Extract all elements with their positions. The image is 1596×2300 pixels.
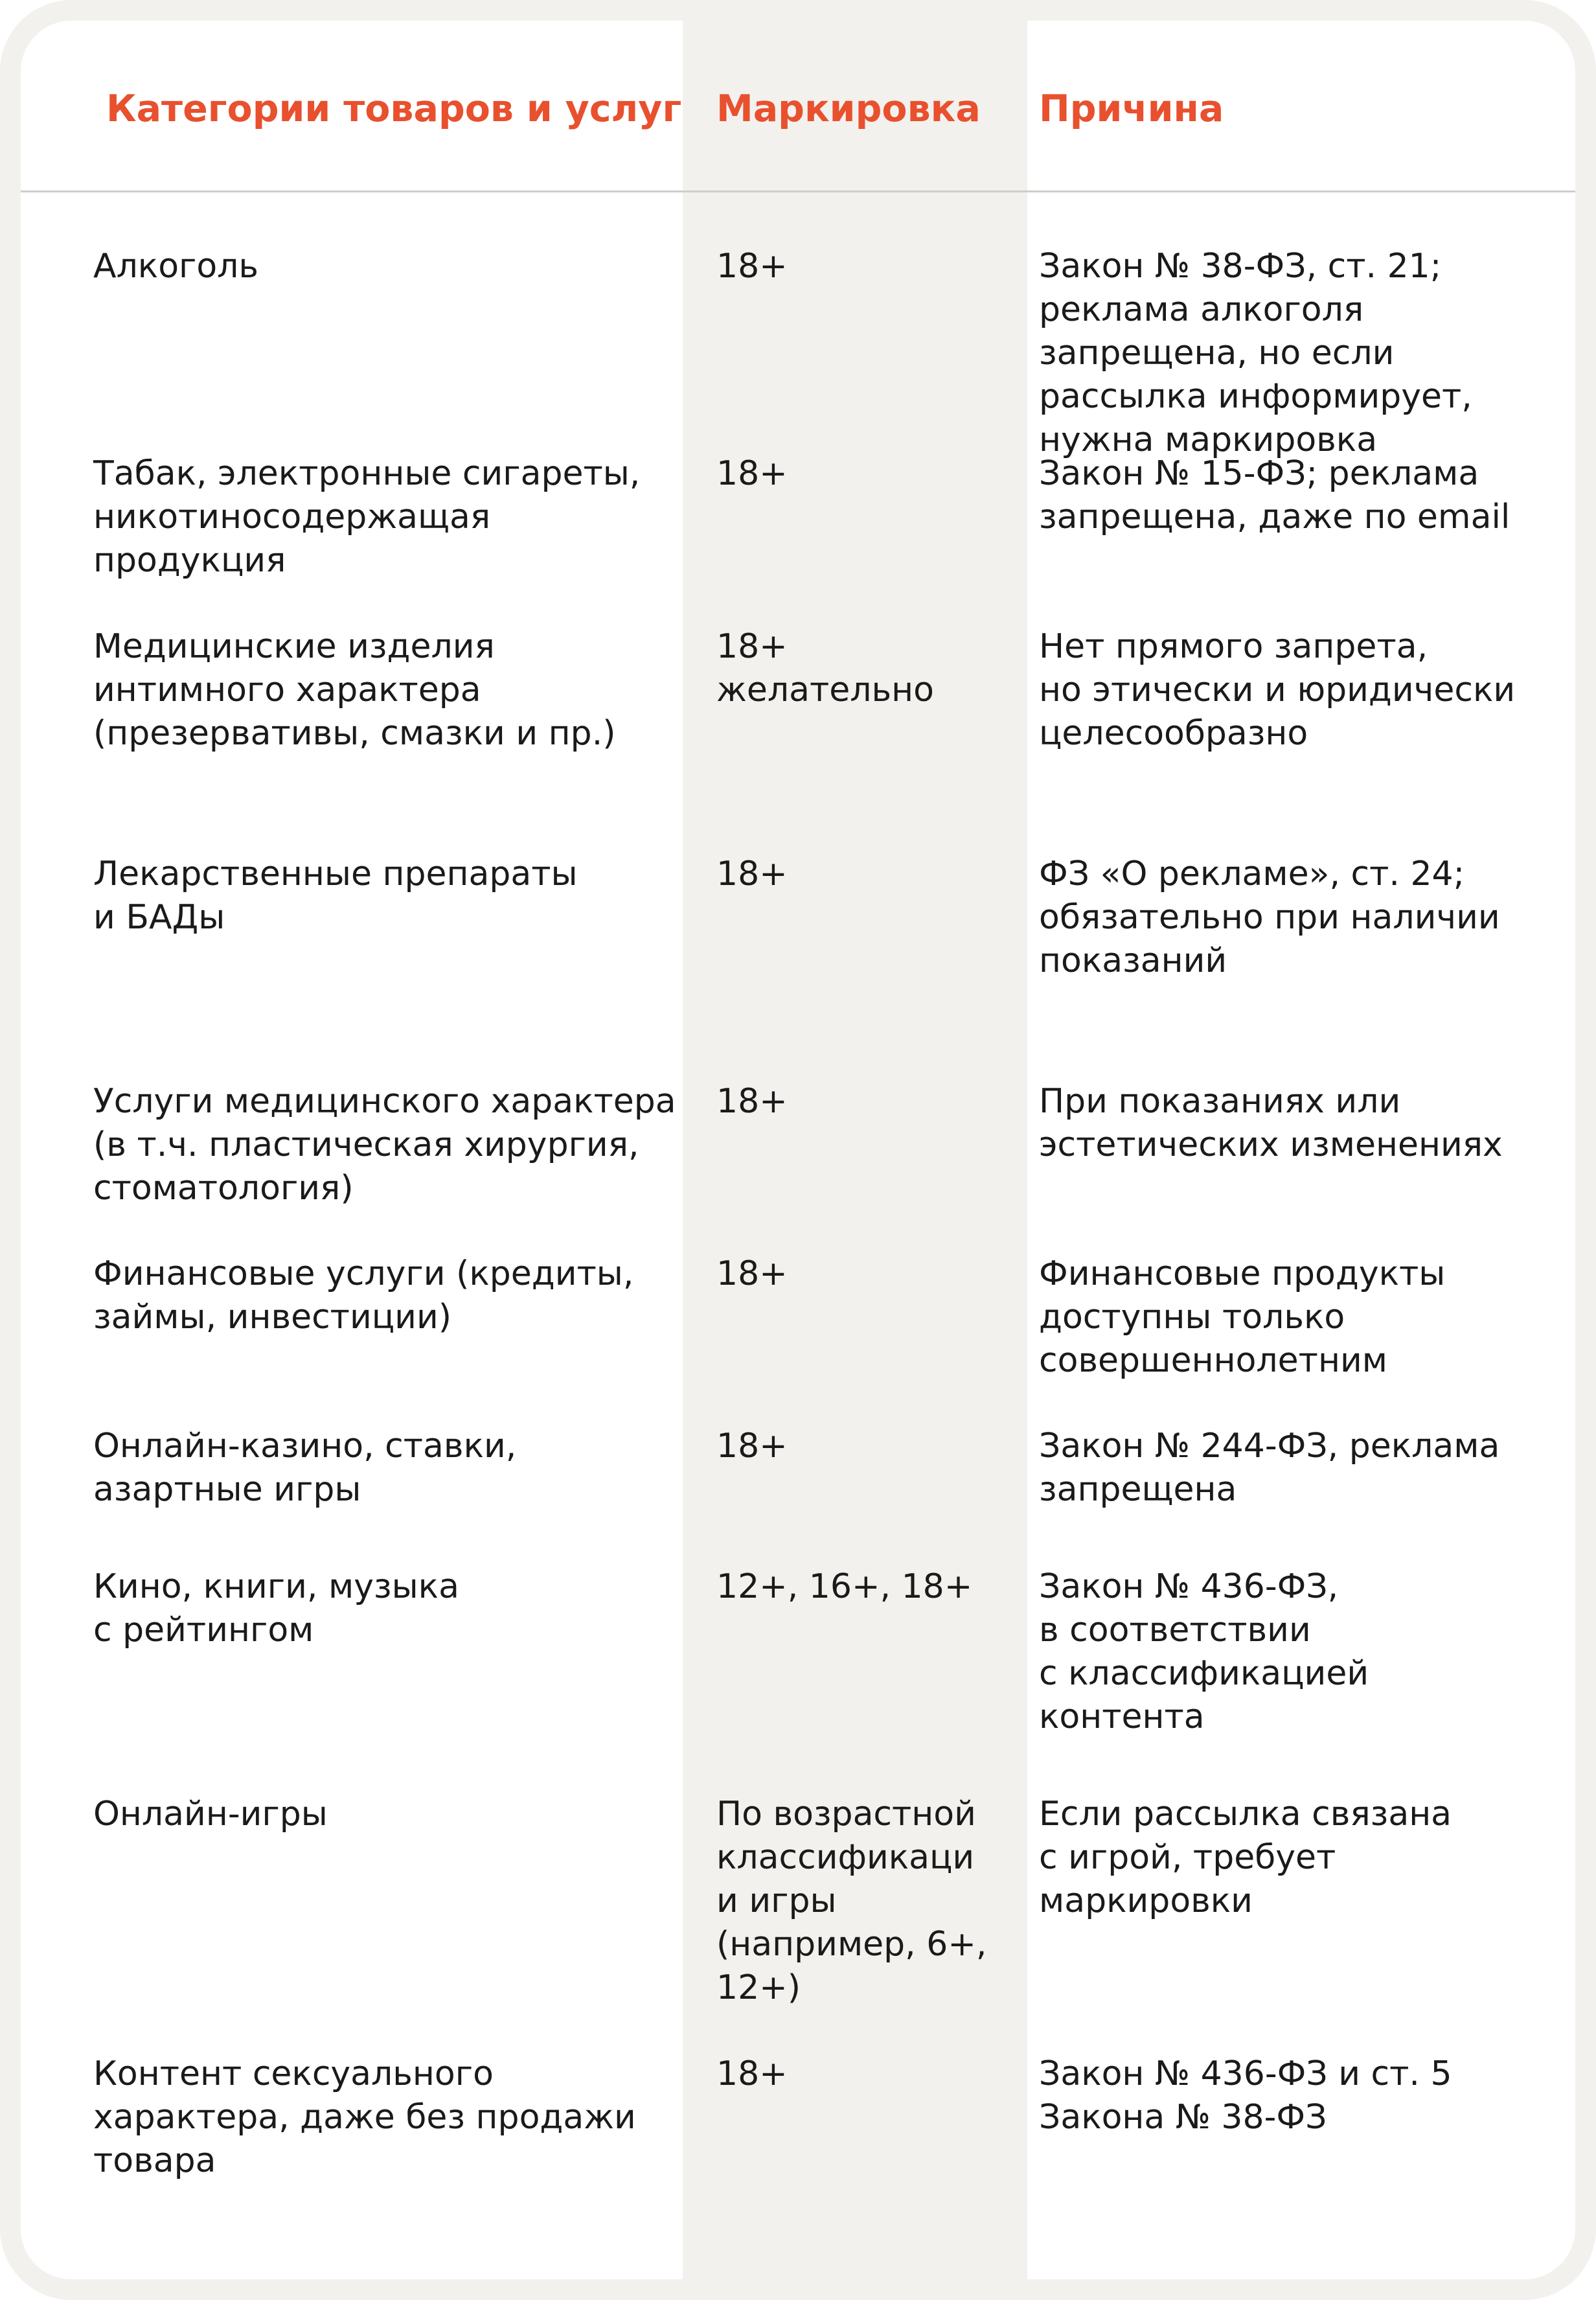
row-reason: Закон № 38-ФЗ, ст. 21; реклама алкоголя запрещена, но если рассылка информирует, нужна маркировка xyxy=(1039,247,1472,459)
table-header xyxy=(21,21,1575,192)
row-category: Медицинские изделия интимного характера (презервативы, смазки и пр.) xyxy=(93,627,616,753)
row-category: Услуги медицинского характера (в т.ч. пластическая хирургия, стоматология) xyxy=(93,1082,676,1208)
age-marking-table xyxy=(21,21,1575,2214)
row-category: Финансовые услуги (кредиты, займы, инвестиции) xyxy=(93,1254,634,1337)
table-row xyxy=(21,853,1575,1080)
row-marking: 18+ xyxy=(716,2054,788,2093)
row-marking: 18+ xyxy=(716,247,788,286)
header-category: Категории товаров и услуг xyxy=(106,87,682,130)
row-reason: При показаниях или эстетических изменениях xyxy=(1039,1082,1503,1164)
row-reason: Закон № 436-ФЗ, в соответствии с классификацией контента xyxy=(1039,1567,1369,1736)
table-row xyxy=(21,452,1575,625)
row-marking: 18+ xyxy=(716,1254,788,1293)
table-row xyxy=(21,192,1575,459)
row-marking: 18+ xyxy=(716,1082,788,1121)
row-marking: 12+, 16+, 18+ xyxy=(716,1567,973,1606)
header-marking: Маркировка xyxy=(716,87,981,130)
table-row xyxy=(21,1425,1575,1565)
header-reason: Причина xyxy=(1039,87,1224,130)
row-category: Табак, электронные сигареты, никотиносодержащая продукция xyxy=(93,454,641,580)
row-reason: Закон № 15-ФЗ; реклама запрещена, даже по email xyxy=(1039,454,1510,536)
table-row xyxy=(21,1793,1575,2053)
row-category: Кино, книги, музыка с рейтингом xyxy=(93,1567,459,1650)
row-category: Онлайн-казино, ставки, азартные игры xyxy=(93,1427,517,1509)
row-category: Лекарственные препараты и БАДы xyxy=(93,855,578,937)
row-marking: 18+ xyxy=(716,454,788,493)
row-reason: Нет прямого запрета, но этически и юридически целесообразно xyxy=(1039,627,1516,753)
row-marking: 18+ xyxy=(716,855,788,893)
table-row xyxy=(21,625,1575,853)
row-reason: ФЗ «О рекламе», ст. 24; обязательно при наличии показаний xyxy=(1039,855,1500,980)
row-reason: Закон № 244-ФЗ, реклама запрещена xyxy=(1039,1427,1500,1509)
table-row xyxy=(21,1252,1575,1425)
row-category: Онлайн-игры xyxy=(93,1795,328,1834)
row-marking: По возрастной классификаци и игры (например, 6+, 12+) xyxy=(716,1795,987,2007)
row-marking: 18+ желательно xyxy=(716,627,934,709)
table-row xyxy=(21,1565,1575,1793)
table-row xyxy=(21,2053,1575,2214)
row-category: Контент сексуального характера, даже без продажи товара xyxy=(93,2054,636,2180)
row-reason: Если рассылка связана с игрой, требует маркировки xyxy=(1039,1795,1452,1920)
row-reason: Закон № 436-ФЗ и ст. 5 Закона № 38-ФЗ xyxy=(1039,2054,1452,2137)
row-category: Алкоголь xyxy=(93,247,259,286)
row-marking: 18+ xyxy=(716,1427,788,1466)
row-reason: Финансовые продукты доступны только совершеннолетним xyxy=(1039,1254,1446,1380)
table-row xyxy=(21,1080,1575,1252)
